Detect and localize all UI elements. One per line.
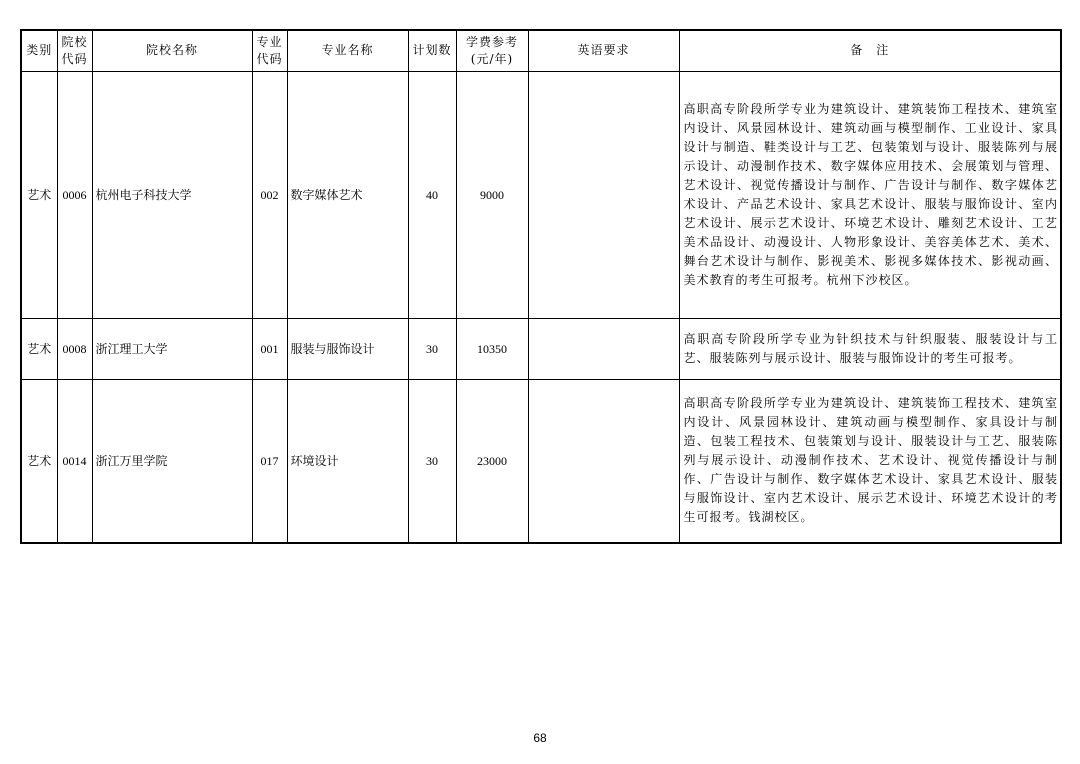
table-row bbox=[21, 379, 1061, 543]
header-major-name: 专业名称 bbox=[287, 30, 408, 71]
cell-english bbox=[528, 379, 679, 543]
cell-tuition: 10350 bbox=[456, 318, 528, 379]
cell-category: 艺术 bbox=[21, 379, 57, 543]
header-school-name: 院校名称 bbox=[92, 30, 252, 71]
cell-major-name: 数字媒体艺术 bbox=[287, 71, 408, 318]
admissions-table bbox=[20, 29, 1062, 544]
cell-remarks: 高职高专阶段所学专业为建筑设计、建筑装饰工程技术、建筑室内设计、风景园林设计、建筑动画与模型制作、家具设计与制造、包装工程技术、包装策划与设计、服装设计与工艺、服装陈列与展示设计、动漫制作技术、艺术设计、视觉传播设计与制作、广告设计与制作、数字媒体艺术设计、家具艺术设计、服装与服饰设计、室内艺术设计、展示艺术设计、环境艺术设计的考生可报考。钱湖校区。 bbox=[679, 379, 1061, 543]
cell-school-name: 杭州电子科技大学 bbox=[92, 71, 252, 318]
cell-category: 艺术 bbox=[21, 71, 57, 318]
header-tuition: 学费参考(元/年) bbox=[456, 30, 528, 71]
header-english: 英语要求 bbox=[528, 30, 679, 71]
cell-school-code: 0014 bbox=[57, 379, 92, 543]
header-remarks: 备 注 bbox=[679, 30, 1061, 71]
table-row bbox=[21, 71, 1061, 318]
header-row bbox=[21, 30, 1061, 71]
cell-category: 艺术 bbox=[21, 318, 57, 379]
cell-english bbox=[528, 71, 679, 318]
cell-remarks: 高职高专阶段所学专业为建筑设计、建筑装饰工程技术、建筑室内设计、风景园林设计、建筑动画与模型制作、工业设计、家具设计与制造、鞋类设计与工艺、包装策划与设计、服装陈列与展示设计、动漫制作技术、数字媒体应用技术、会展策划与管理、艺术设计、视觉传播设计与制作、广告设计与制作、数字媒体艺术设计、产品艺术设计、家具艺术设计、服装与服饰设计、室内艺术设计、展示艺术设计、环境艺术设计、雕刻艺术设计、工艺美术品设计、动漫设计、人物形象设计、美容美体艺术、美术、舞台艺术设计与制作、影视美术、影视多媒体技术、影视动画、美术教育的考生可报考。杭州下沙校区。 bbox=[679, 71, 1061, 318]
cell-english bbox=[528, 318, 679, 379]
header-major-code: 专业代码 bbox=[252, 30, 287, 71]
page-number: 68 bbox=[533, 731, 547, 745]
cell-school-code: 0008 bbox=[57, 318, 92, 379]
cell-major-code: 017 bbox=[252, 379, 287, 543]
cell-tuition: 9000 bbox=[456, 71, 528, 318]
cell-remarks: 高职高专阶段所学专业为针织技术与针织服装、服装设计与工艺、服装陈列与展示设计、服装与服饰设计的考生可报考。 bbox=[679, 318, 1061, 379]
cell-school-code: 0006 bbox=[57, 71, 92, 318]
cell-school-name: 浙江万里学院 bbox=[92, 379, 252, 543]
cell-plan: 30 bbox=[408, 379, 456, 543]
cell-major-name: 环境设计 bbox=[287, 379, 408, 543]
header-school-code: 院校代码 bbox=[57, 30, 92, 71]
admissions-table-wrapper bbox=[20, 29, 1060, 544]
header-category: 类别 bbox=[21, 30, 57, 71]
table-row bbox=[21, 318, 1061, 379]
cell-major-code: 002 bbox=[252, 71, 287, 318]
cell-tuition: 23000 bbox=[456, 379, 528, 543]
cell-school-name: 浙江理工大学 bbox=[92, 318, 252, 379]
cell-plan: 40 bbox=[408, 71, 456, 318]
cell-major-name: 服装与服饰设计 bbox=[287, 318, 408, 379]
cell-plan: 30 bbox=[408, 318, 456, 379]
cell-major-code: 001 bbox=[252, 318, 287, 379]
header-plan: 计划数 bbox=[408, 30, 456, 71]
